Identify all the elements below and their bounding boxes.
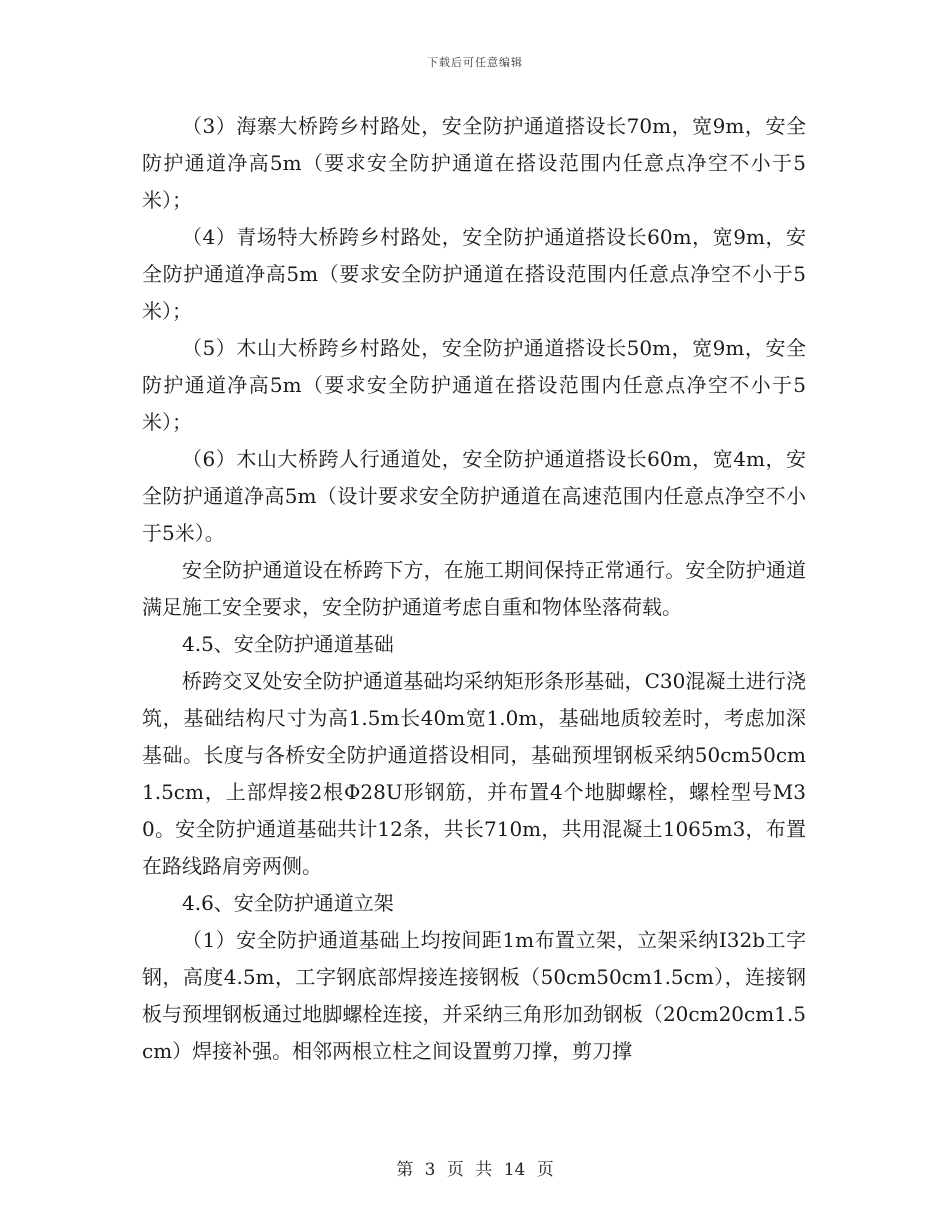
section-heading-4-5: 4.5、安全防护通道基础 [182, 632, 394, 656]
paragraph-item-3: （3）海寨大桥跨乡村路处，安全防护通道搭设长70m，宽9m，安全防护通道净高5m（要求安全防护通道在搭设范围内任意点净空不小于5米）； [142, 114, 806, 212]
paragraph-item-4: （4）青场特大桥跨乡村路处，安全防护通道搭设长60m，宽9m，安全防护通道净高5m（要求安全防护通道在搭设范围内任意点净空不小于5米）； [142, 225, 806, 323]
page-header-note: 下载后可任意编辑 [427, 56, 523, 69]
paragraph-passage-description: 安全防护通道设在桥跨下方，在施工期间保持正常通行。安全防护通道满足施工安全要求，安全防护通道考虑自重和物体坠落荷载。 [142, 558, 806, 619]
paragraph-item-5: （5）木山大桥跨乡村路处，安全防护通道搭设长50m，宽9m，安全防护通道净高5m（要求安全防护通道在搭设范围内任意点净空不小于5米）； [142, 336, 806, 434]
document-body [142, 108, 806, 1070]
section-heading-4-6: 4.6、安全防护通道立架 [182, 891, 394, 915]
page-number: 第 3 页 共 14 页 [396, 1160, 554, 1180]
paragraph-foundation: 桥跨交叉处安全防护通道基础均采纳矩形条形基础，C30混凝土进行浇筑，基础结构尺寸为高1.5m长40m宽1.0m，基础地质较差时，考虑加深基础。长度与各桥安全防护通道搭设相同，基础预埋钢板采纳50cm50cm1.5cm，上部焊接2根Φ28U形钢筋，并布置4个地脚螺栓，螺栓型号M30。安全防护通道基础共计12条，共长710m，共用混凝土1065m3，布置在路线路肩旁两侧。 [142, 669, 806, 878]
paragraph-frame-item-1: （1）安全防护通道基础上均按间距1m布置立架，立架采纳I32b工字钢，高度4.5m，工字钢底部焊接连接钢板（50cm50cm1.5cm），连接钢板与预埋钢板通过地脚螺栓连接，并采纳三角形加劲钢板（20cm20cm1.5cm）焊接补强。相邻两根立柱之间设置剪刀撑，剪刀撑 [142, 928, 806, 1063]
paragraph-item-6: （6）木山大桥跨人行通道处，安全防护通道搭设长60m，宽4m，安全防护通道净高5m（设计要求安全防护通道在高速范围内任意点净空不小于5米）。 [142, 447, 806, 545]
